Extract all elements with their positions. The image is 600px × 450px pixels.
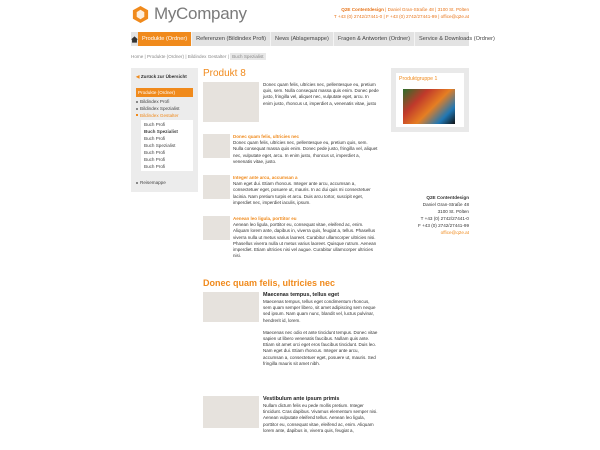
product-group-box [391,68,469,132]
product-group-title[interactable]: Produktgruppe 1 [399,76,438,82]
content-block [233,216,379,259]
block-title[interactable]: Aenean leo ligula, porttitor eu [233,216,297,221]
sidebar-item-label: Bildindex Spezialist [140,105,180,111]
header-phone-line: T +43 (0) 2742/27441-0 | F +43 (0) 2742/27441-99 | office@q2e.at [333,14,469,19]
block-text: Maecenas nec odio et ante tincidunt tempus. Donec vitae sapien ut libero venenatis faucibus. Nullam quis ante. Etiam sit amet orci eget eros faucibus tincidunt. Duis leo. Nam eget dui. Etiam rhoncus. Integer ante arcu, accumsan a, consectetuer eget, posuere ut, mauris. Sed fringilla mauris sit amet nibh. [263,329,378,366]
sidebar-subitem-active[interactable]: Buch Spezialist [144,129,178,135]
address-block [418,194,469,236]
home-icon [131,36,138,43]
content-block [233,175,379,206]
sidebar-subitem[interactable]: Buch Profi [144,136,166,142]
address-email-link[interactable]: office@q2e.at [440,230,469,235]
address-street: Daniel Gran-Straße 48 [422,202,469,207]
block-title: Vestibulum ante ipsum primis [263,396,340,402]
block-title[interactable]: Donec quam felis, ultricies nec [233,134,300,139]
nav-item-news[interactable]: News (Ablagemappe) [270,32,333,46]
back-to-overview-link[interactable] [136,74,187,80]
bullet-icon [136,108,138,110]
image-placeholder [203,134,230,158]
sidebar-list [136,99,193,172]
block-text: Nullam dictum felis eu pede mollis pretium. Integer tincidunt. Cras dapibus. Vivamus elementum semper nisi. Aenean vulputate eleifend tellus. Aenean leo ligula, porttitor eu, consequat vitae, eleifend ac, enim. Aliquam lorem ante, dapibus in, viverra quis, feugiat a, [263,403,378,433]
sidebar-item-label: Bildindex Gestalter [140,112,179,118]
logo-text: MyCompany [154,4,247,23]
image-placeholder [203,396,259,428]
product-group-card[interactable] [396,73,464,127]
block-text: Donec quam felis, ultricies nec, pellentesque eu, pretium quis, sem. Nulla consequat massa quis enim. Donec pede justo, fringilla vel, aliquet nec, vulputate eget, arcu. In enim justo, rhoncus ut, imperdiet a, venenatis vitae, justo. [233,140,378,164]
header-company-name: Q2E Contentdesign [341,7,384,12]
image-placeholder [203,175,230,199]
address-phone: T +43 (0) 2742/27441-0 [420,216,469,221]
bullet-icon [136,114,138,116]
sidebar-subitem[interactable]: Buch Profi [144,164,166,170]
block-text: Maecenas tempus, tellus eget condimentum rhoncus, sem quam semper libero, sit amet adipiscing sem neque sed ipsum. Nam quam nunc, blandit vel, luctus pulvinar, hendrerit id, lorem. [263,299,376,323]
home-button[interactable] [131,32,138,46]
breadcrumb: Home | Produkte (Ordner) | Bildindex Gestalter | Buch Spezialist [131,54,264,59]
back-label: Zurück zur Übersicht [140,74,187,79]
block-text: Aenean leo ligula, porttitor eu, consequat vitae, eleifend ac, enim. Aliquam lorem ante, dapibus in, viverra quis, feugiat a, tellus. Phasellus viverra nulla ut metus varius laoreet. Curabitur ullamcorper ultricies nisi. Phasellus viverra nulla ut metus varius laoreet. Quisque rutrum. Aenean imperdiet. Etiam ultricies nisi vel augue. Curabitur ullamcorper ultricies nisi. [233,222,377,259]
image-placeholder [203,82,259,122]
main-navigation [131,32,495,46]
breadcrumb-link[interactable]: Home [131,54,144,59]
sidebar-item[interactable] [136,180,166,185]
product-group-image[interactable] [403,89,455,124]
breadcrumb-link[interactable]: Bildindex Gestalter [187,54,227,59]
logo-hexagon-icon [131,5,150,24]
address-fax: F +43 (0) 2742/27441-99 [418,223,469,228]
sidebar-item-active[interactable] [136,113,193,120]
sidebar-subitem[interactable]: Buch Profi [144,150,166,156]
sidebar-item[interactable] [136,106,193,113]
page-title: Produkt 8 [203,68,246,79]
company-logo[interactable] [131,3,251,25]
sidebar-subitem[interactable]: Buch Spezialist [144,143,176,149]
sidebar-item-label: Bildindex Profi [140,99,170,104]
sidebar-item[interactable] [136,99,193,106]
sidebar-category[interactable]: Produkte (Ordner) [136,88,193,97]
arrow-left-icon: ◀ [136,74,140,79]
nav-item-referenzen[interactable]: Referenzen (Bildindex Profi) [191,32,270,46]
breadcrumb-current: Buch Spezialist [232,54,264,59]
bullet-icon [136,182,138,184]
address-city: 3100 St. Pölten [437,209,469,214]
image-placeholder [203,292,259,322]
block-title: Maecenas tempus, tellus eget [263,292,340,298]
sidebar-item-label: Reisemappe [140,180,166,185]
intro-text: Donec quam felis, ultricies nec, pellentesque eu, pretium quis, sem. Nulla consequat massa quis enim. Donec pede justo, fringilla vel, aliquet nec, vulputate eget, arcu. In enim justo, rhoncus ut, imperdiet a, venenatis vitae, justo [263,82,379,106]
nav-item-service[interactable]: Service & Downloads (Ordner) [414,32,499,46]
bullet-icon [136,101,138,103]
sidebar-subitem[interactable]: Buch Profi [144,157,166,163]
image-placeholder [203,216,230,240]
section-title: Donec quam felis, ultricies nec [203,278,336,288]
header-address: | Daniel Gran-Straße 48 | 3100 St. Pölten [383,7,469,12]
content-block [263,292,379,367]
address-company: Q2E Contentdesign [426,195,469,200]
content-block [263,396,379,434]
block-text: Nam eget dui. Etiam rhoncus. Integer ante arcu, accumsan a, consectetuer eget, posuere ut, mauris. In ac dui quis mi consectetuer lacinia. Nam pretium turpis et arcu. Duis arcu tortor, suscipit eget, imperdiet nec, imperdiet iaculis, ipsum. [233,181,371,205]
block-title[interactable]: Integer ante arcu, accumsan a [233,175,298,180]
sidebar [131,68,198,192]
breadcrumb-link[interactable]: Produkte (Ordner) [147,54,185,59]
sidebar-subitem[interactable]: Buch Profi [144,122,166,128]
nav-item-produkte[interactable]: Produkte (Ordner) [138,32,191,46]
header-contact [334,6,469,20]
content-block [233,134,379,165]
sidebar-sublist [141,120,193,171]
nav-item-faq[interactable]: Fragen & Antworten (Ordner) [333,32,414,46]
